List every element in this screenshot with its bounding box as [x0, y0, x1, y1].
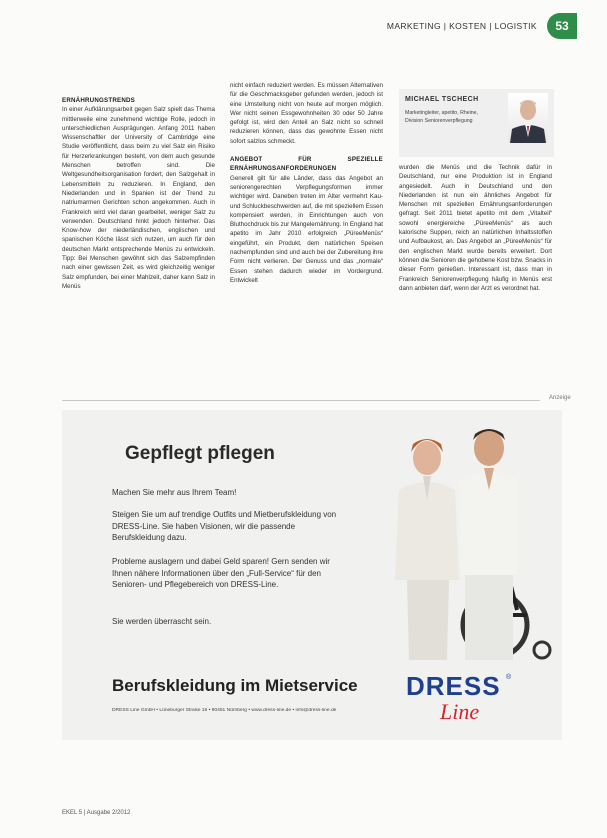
article-paragraph: nicht einfach reduziert werden. Es müssen Alternativen für die Geschmacksgeber gefunden werden, jedoch ist eine Umstellung nicht von heute auf morgen möglich. Wer nicht seinen Essgewohnheiten 30 oder 50 Jahre gefolgt ist, wird den Anteil an Salz nicht so schnell reduzieren können, dass das gewohnte Essen nicht sofort salzlos schmeckt.: [230, 82, 383, 145]
divider: [62, 400, 540, 401]
svg-text:®: ®: [506, 674, 512, 681]
dress-line-logo: [402, 665, 522, 725]
ad-headline: Gepflegt pflegen: [125, 443, 275, 464]
ad-paragraph: Steigen Sie um auf trendige Outfits und Mietberufskleidung von DRESS-Line. Sie haben Visionen, wir die passende Berufskleidung dazu.: [112, 510, 337, 542]
ad-contact-line: DRESS Line GmbH • Lüneburger Straße 16 • 90451 Nürnberg • www.dress-line.de • info@dress-line.de: [112, 708, 337, 713]
ad-paragraph: Machen Sie mehr aus Ihrem Team!: [112, 488, 237, 497]
svg-text:DRESS: DRESS: [406, 671, 501, 701]
article-column-3: [399, 163, 552, 293]
ad-paragraph: Probleme auslagern und dabei Geld sparen! Gern senden wir Ihnen nähere Informationen über den „Full-Service“ für den Senioren- und Pflegebereich von DRESS-Line.: [112, 557, 330, 589]
article-paragraph: In einer Aufklärungsarbeit gegen Salz spielt das Thema mittlerweile eine zunehmend wichtige Rolle, jedoch in unterschiedlichen Ausprägungen. Anfang 2011 haben Wissenschaftler der University of Cambridge eine Studie veröffentlicht, dass beim zu viel Salz ein Risiko für Herzerkrankungen besteht, von dem auch gesunde Menschen betroffen sind. Die Weltgesundheitsorganisation fordert, den Salzgehalt in Lebensmitteln zu reduzieren. In England, den Niederlanden und in Spanien ist der Trend zu natriumarmen Gerichten schon angekommen. Auch in Frankreich wird viel daran gearbeitet, weniger Salz zu verwenden. Deutschland hinkt jedoch hinterher. Das Know-how der niederländischen, englischen und spanischen Köche lässt sich nutzen, um auch für den deutschen Markt entsprechende Menüs zu entwickeln. Tipp: Bei Menschen gewöhnt sich das Salzempfinden nach einer gewissen Zeit, es wird gleichzeitig weniger Salz empfunden, bei einer Mahlzeit, daher kann Salz in Menüs: [62, 106, 215, 290]
advertisement-label: Anzeige: [549, 395, 571, 401]
page-number-badge: 53: [547, 13, 577, 39]
svg-text:Line: Line: [440, 699, 480, 724]
ad-slogan: Berufskleidung im Mietservice: [112, 676, 358, 695]
section-header: MARKETING | KOSTEN | LOGISTIK: [386, 21, 537, 31]
article-column-1: [62, 96, 215, 291]
author-name: MICHAEL TSCHECH: [405, 96, 479, 103]
ad-paragraph: Sie werden überrascht sein.: [112, 617, 212, 626]
article-paragraph: wurden die Menüs und die Technik dafür in Deutschland, nur eine Produktion ist in England angesiedelt. Auch in Deutschland und den Niederlanden ist nun ein ähnliches Angebot für Menschen mit speziellen Ernährungsanforderungen gefragt. Seit 2011 bietet apetito mit dem „Vitalteil“ sowohl energiereiche „PüreeMenüs“ als auch kalorische Suppen, reich an natürlichen Inhaltsstoffen und Aufbaukost, an. Das Angebot an „PüreeMenüs“ für den englischen Markt wurde bereits erweitert. Dort können die Senioren die gehobene Kost bzw. Snacks in dieser Form genießen. Interessant ist, dass man in Frankreich Seniorenverpflegung häufig in Menüs erst dann anbieten darf, wenn der Arzt es verordnet hat.: [399, 164, 552, 292]
article-column-2: [230, 81, 383, 285]
author-role: Marketingleiter, apetito, Rheine, Division Seniorenverpflegung: [405, 110, 478, 125]
advertisement: [62, 410, 562, 740]
nurses-photo: [367, 410, 562, 665]
article-paragraph: Generell gilt für alle Länder, dass das Angebot an seniorengerechten Verpflegungsformen immer wichtiger wird. Daneben treten im Alter vermehrt Kau- und Schluckbeschwerden auf, die mit speziellem Essen kompensiert werden, in Einrichtungen auch von Bluthochdruck bis zur Mangelernährung. In England hat apetito im Jahr 2010 erfolgreich „PüreeMenüs“ eingeführt, ein Produkt, dem natürlichen Speisen nachempfunden sind und auch bei der Zubereitung ihre Form nicht verlieren. Der Genuss und das „normale“ Essen stehen dadurch wieder im Vordergrund. Entwickelt: [230, 174, 383, 284]
author-photo: [508, 93, 548, 143]
author-box: [399, 89, 554, 157]
section-heading-ernaehrungstrends: ERNÄHRUNGSTRENDS: [62, 97, 135, 104]
section-heading-angebot: ANGEBOT FÜR SPEZIELLE ERNÄHRUNGSANFORDERUNGEN: [230, 156, 383, 173]
page-footer: EKEL 5 | Ausgabe 2/2012: [62, 810, 131, 816]
